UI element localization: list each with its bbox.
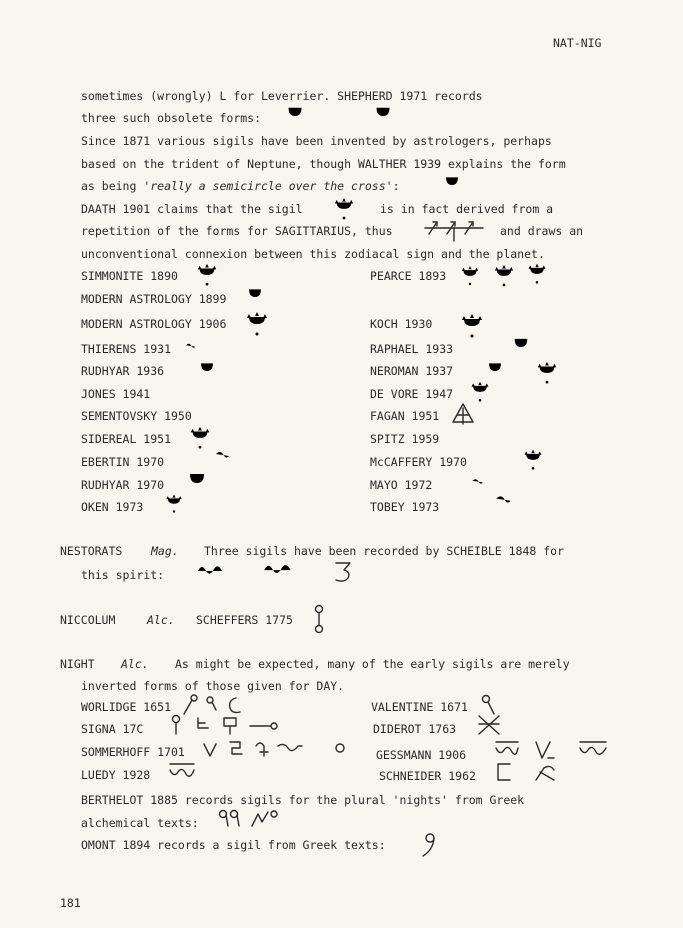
neptune-sigil-icon — [494, 262, 514, 288]
text-line: Since 1871 various sigils have been invented by astrologers, perhaps — [81, 134, 552, 148]
entry-heading: NICCOLUM — [60, 613, 116, 627]
sigil-source: TOBEY 1973 — [370, 500, 440, 514]
niccolum-sigil-icon — [313, 604, 325, 634]
neptune-sigil-icon — [475, 334, 495, 360]
sagittarius-arrows-icon — [423, 218, 485, 242]
neptune-sigil-icon — [469, 380, 491, 402]
neptune-sigil-icon — [164, 493, 184, 513]
neptune-sigil-icon — [285, 104, 305, 128]
neptune-sigil-icon — [184, 336, 198, 360]
sigil-source: VALENTINE 1671 — [371, 700, 468, 714]
neptune-sigil-icon — [164, 381, 180, 403]
sigil-source: SIMMONITE 1890 — [81, 269, 178, 283]
sigil-source: NEROMAN 1937 — [370, 364, 454, 378]
spirit-sigil-icon — [196, 560, 236, 580]
neptune-sigil-icon — [491, 492, 517, 514]
sigil-source: PEARCE 1893 — [370, 269, 447, 283]
neptune-sigil-icon — [246, 309, 268, 337]
night-sigil-icon — [477, 714, 501, 736]
night-sigil-icon — [421, 832, 437, 858]
text-line: is in fact derived from a — [380, 202, 554, 216]
neptune-sigil-icon — [334, 196, 354, 220]
text-line: alchemical texts: — [81, 816, 199, 830]
neptune-sigil-icon — [536, 360, 558, 384]
text-line: BERTHELOT 1885 records sigils for the plural 'nights' from Greek — [81, 793, 525, 807]
entry-type: Alc. — [121, 657, 149, 671]
sigil-source: DIDEROT 1763 — [373, 722, 457, 736]
sigil-source: JONES 1941 — [81, 387, 151, 401]
text-line: sometimes (wrongly) L for Leverrier. SHEPHERD 1971 records — [81, 89, 483, 103]
text-line: OMONT 1894 records a sigil from Greek texts: — [81, 838, 386, 852]
neptune-sigil-icon — [246, 286, 264, 308]
text-line: this spirit: — [81, 568, 165, 582]
neptune-sigil-icon — [196, 262, 218, 286]
neptune-sigil-icon — [455, 424, 485, 446]
neptune-sigil-icon — [451, 402, 475, 424]
night-sigil-icon — [168, 762, 196, 780]
neptune-sigil-icon — [484, 360, 506, 382]
entry-type: Alc. — [147, 613, 175, 627]
night-sigil-icon — [202, 738, 350, 760]
text-line: based on the trident of Neptune, though WALTHER 1939 explains the form — [81, 157, 566, 171]
night-sigil-icon — [496, 762, 558, 782]
entry-heading: NESTORATS — [60, 544, 123, 558]
sigil-source: WORLIDGE 1651 — [81, 700, 172, 714]
sigil-source: DE VORE 1947 — [370, 387, 454, 401]
neptune-sigil-icon — [522, 448, 544, 470]
sigil-source: MODERN ASTROLOGY 1906 — [81, 317, 227, 331]
sigil-source: SCHNEIDER 1962 — [379, 769, 476, 783]
sigil-source: RUDHYAR 1936 — [81, 364, 165, 378]
neptune-sigil-icon — [443, 174, 461, 196]
sigil-source: SPITZ 1959 — [370, 432, 440, 446]
text-line: unconventional connexion between this zodiacal sign and the planet. — [81, 247, 545, 261]
sigil-source: EBERTIN 1970 — [81, 455, 165, 469]
night-sigil-icon — [182, 694, 246, 716]
sigil-source: SEMENTOVSKY 1950 — [81, 409, 192, 423]
running-header: NAT-NIG — [553, 36, 602, 50]
sigil-source: RUDHYAR 1970 — [81, 478, 165, 492]
neptune-sigil-icon — [186, 470, 208, 496]
sigil-source: THIERENS 1931 — [81, 342, 172, 356]
sigil-source: RAPHAEL 1933 — [370, 342, 454, 356]
sigil-source: McCAFFERY 1970 — [370, 455, 467, 469]
text-line: Three sigils have been recorded by SCHEIBLE 1848 for — [204, 544, 565, 558]
night-sigil-icon — [494, 740, 610, 762]
page-number: 181 — [60, 896, 81, 910]
neptune-sigil-icon — [189, 425, 211, 449]
text-line: SCHEFFERS 1775 — [196, 613, 293, 627]
sigil-source: LUEDY 1928 — [81, 768, 151, 782]
neptune-sigil-icon — [470, 471, 486, 497]
night-sigil-icon — [170, 714, 280, 736]
text-line: three such obsolete forms: — [81, 111, 262, 125]
text-line: DAATH 1901 claims that the sigil — [81, 202, 303, 216]
sigil-source: MODERN ASTROLOGY 1899 — [81, 292, 227, 306]
text-line: As might be expected, many of the early sigils are merely — [175, 657, 570, 671]
sigil-source: SOMMERHOFF 1701 — [81, 745, 185, 759]
spirit-sigil-icon — [332, 560, 354, 584]
neptune-sigil-icon — [512, 334, 530, 360]
text-line: repetition of the forms for SAGITTARIUS, thus — [81, 224, 393, 238]
nights-sigil-icon — [218, 808, 280, 830]
entry-heading: NIGHT — [60, 657, 95, 671]
entry-type: Mag. — [151, 544, 179, 558]
sigil-source: SIDEREAL 1951 — [81, 432, 172, 446]
neptune-sigil-icon — [196, 360, 218, 382]
neptune-sigil-icon — [461, 262, 479, 288]
sigil-source: OKEN 1973 — [81, 500, 144, 514]
neptune-sigil-icon — [330, 104, 350, 128]
neptune-sigil-icon — [207, 402, 221, 424]
neptune-sigil-icon — [210, 448, 236, 468]
sigil-source: SIGNA 17C — [81, 722, 144, 736]
sigil-source: FAGAN 1951 — [370, 409, 440, 423]
spirit-sigil-icon — [262, 558, 306, 580]
sigil-source: MAYO 1972 — [370, 478, 433, 492]
sigil-source: KOCH 1930 — [370, 317, 433, 331]
text-line: as being 'really a semicircle over the cross': — [81, 179, 400, 193]
text-line: and draws an — [500, 224, 584, 238]
sigil-source: GESSMANN 1906 — [376, 748, 467, 762]
text-line: inverted forms of those given for DAY. — [81, 679, 345, 693]
neptune-sigil-icon — [373, 104, 393, 128]
neptune-sigil-icon — [527, 262, 547, 284]
